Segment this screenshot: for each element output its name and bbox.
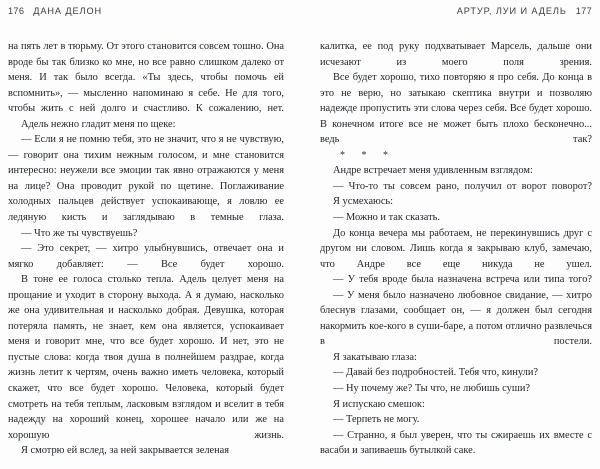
paragraph: калитка, ее под руку подхватывает Марсель, дальше они исчезают из моего поля зрения. [320,41,592,68]
paragraph: Я смотрю ей вслед, за ней закрывается зеленая [21,445,230,457]
paragraph: — У меня было назначено любовное свидание, — хитро блеснув глазами, сообщает он, — я должен был сегодня накормить кое-кого в суши-баре, а потом отлично развлечься в постели. [320,289,592,348]
left-page-number: 176 [8,6,25,16]
paragraph: В тоне ее голоса столько тепла. Адель целует меня на прощание и уходит в сторону выхода. А я думаю, насколько же она удивительная и насколько добрая. Девушка, которая потеряла память, не знает, кем она является, успокаивает меня и говорит мне, что все будет хорошо. И нет, это не пустые слова: когда твоя душа в полнейшем раздрае, когда жизнь летит к чертям, очень важно иметь человека, который скажет, что все будет хорошо. Человека, который будет смотреть на тебя теплым, ласковым взглядом и вселит в тебя надежду на хороший конец, хорошее начало или же на хорошую жизнь. [8,274,284,441]
paragraph: — Можно и так сказать. [333,212,440,224]
right-text-column [320,39,592,459]
paragraph: — Давай без подробностей. Тебя что, кинули? [333,367,539,379]
paragraph: — Терпеть не могу. [333,414,420,426]
paragraph: — Если я не помню тебя, это не значит, что я не чувствую, — говорит она тихим нежным голосом, и мне становится интересно: неужели все эмоции так явно отражаются у меня на лице? Она проводит рукой по щетине. Поглаживание холодных пальцев действует успокаивающе, я ловлю ее ледяную кисть и заглядываю в темные глаза. [8,134,284,224]
paragraph: — Что-то ты совсем рано, получил от ворот поворот? [333,180,592,192]
paragraph: — Что же ты чувствуешь? [21,227,138,239]
scene-divider: * * * [340,149,395,161]
paragraph: — Странно, я был уверен, что ты сжираешь их вместе с васаби и запиваешь бутылкой саке. [320,429,592,457]
right-running-head [320,6,592,18]
paragraph: Я испускаю смешок: [333,398,425,410]
paragraph: До конца вечера мы работаем, не перекинувшись друг с другом ни словом. Лишь когда я закрываю клуб, замечаю, что Андре все еще никуда не ушел. [320,227,592,270]
left-running-head-title: ДАНА ДЕЛОН [33,6,103,16]
right-page [300,0,600,469]
paragraph: Андре встречает меня удивленным взглядом: [333,165,533,177]
left-text-column [8,39,284,459]
paragraph: — У тебя вроде была назначена встреча или типа того? [333,274,592,286]
paragraph: Адель нежно гладит меня по щеке: [21,118,176,130]
paragraph: на пять лет в тюрьму. От этого становится совсем тошно. Она вроде бы так близко ко мне, но все равно слишком далеко от меня. И так было всегда. «Ты здесь, чтобы помочь ей вспомнить», — мысленно напоминаю я себе. Не для того, чтобы жить с ней долго и счастливо. К сожалению, нет. [8,41,284,115]
paragraph: Я закатываю глаза: [333,351,417,363]
paragraph: — Это секрет, — хитро улыбнувшись, отвечает она и мягко добавляет: — Все будет хорошо. [8,243,284,270]
paragraph: — Ну почему же? Ты что, не любишь суши? [333,383,531,395]
paragraph: Я усмехаюсь: [333,196,394,208]
left-running-head [8,6,284,18]
right-running-head-title: АРТУР, ЛУИ И АДЕЛЬ [456,6,567,16]
paragraph: Все будет хорошо, тихо повторяю я про себя. До конца в это не верю, но затыкаю скептика внутри и позволяю надежде пропустить эти слова через себя. Все будет хорошо. В конечном итоге все не может быть плохо бесконечно... ведь так? [320,72,592,146]
right-page-number: 177 [575,6,592,16]
